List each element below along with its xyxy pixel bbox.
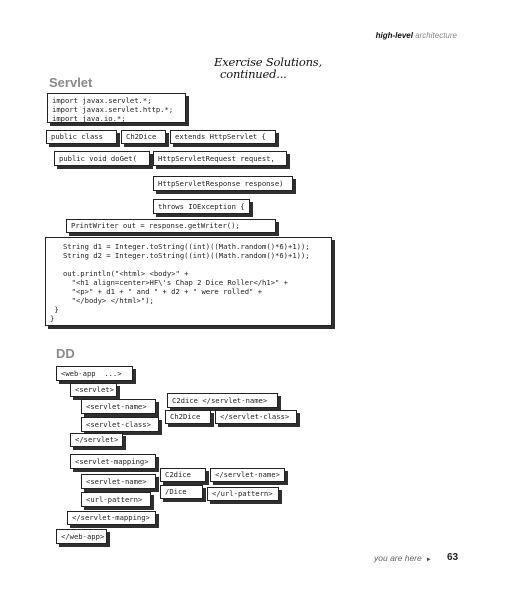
header-bold: high-level: [375, 31, 413, 40]
footer-you-are-here: [374, 553, 432, 563]
servlet-class-tag-box: <servlet-class>: [81, 417, 159, 432]
method-body-box: String d1 = Integer.toString((int)((Math.random()*6)+1)); String d2 = Integer.toString((int)((Math.random()*6)+1)); out.println("<html> <body>" + "<h1 align=center>HF\'s Chap 2 Dice Roller</h1>" + "<p>" + d1 + " and " + d2 + " were rolled" + "</body> </html>"); } }: [45, 237, 332, 326]
request-box: HttpServletRequest request,: [153, 151, 287, 166]
servlet-name-tag-box: <servlet-name>: [81, 399, 156, 414]
servlet-open-box: <servlet>: [70, 383, 117, 397]
servlet-heading: Servlet: [49, 75, 93, 90]
imports-box: import javax.servlet.*; import javax.servlet.http.*; import java.io.*;: [47, 93, 186, 123]
mapping-name-close-box: </servlet-name>: [210, 468, 285, 482]
mapping-name-tag-box: <servlet-name>: [81, 474, 156, 489]
mapping-name-value-box: C2dice: [160, 468, 206, 482]
dd-heading: DD: [56, 346, 75, 361]
page-number: 63: [447, 552, 459, 563]
public-class-box: public class: [46, 130, 117, 144]
response-box: HttpServletResponse response): [153, 176, 293, 191]
doget-box: public void doGet(: [54, 151, 150, 166]
title-line1: Exercise Solutions,: [214, 55, 322, 69]
servlet-name-value-box: C2dice </servlet-name>: [167, 393, 278, 408]
web-app-close-box: </web-app>: [56, 529, 107, 544]
footer-text: you are here: [374, 553, 422, 563]
url-pattern-value-box: /Dice: [160, 485, 203, 499]
servlet-close-box: </servlet>: [70, 433, 123, 447]
header-rest: architecture: [412, 31, 457, 40]
printwriter-box: PrintWriter out = response.getWriter();: [66, 219, 276, 233]
web-app-open-box: <web-app ...>: [56, 366, 133, 381]
mapping-close-box: </servlet-mapping>: [67, 511, 156, 525]
throws-box: throws IOException {: [153, 199, 250, 214]
right-triangle-icon: ►: [425, 557, 432, 563]
servlet-class-value-box: Ch2Dice: [165, 410, 211, 424]
url-pattern-close-box: </url-pattern>: [207, 487, 279, 501]
url-pattern-tag-box: <url-pattern>: [81, 492, 151, 507]
exercise-title: [214, 56, 322, 80]
extends-box: extends HttpServlet {: [170, 130, 276, 144]
title-line2: continued...: [220, 67, 287, 81]
servlet-class-close-box: </servlet-class>: [215, 410, 297, 424]
running-header: [376, 31, 457, 40]
class-name-box: Ch2Dice: [121, 130, 166, 144]
mapping-open-box: <servlet-mapping>: [70, 454, 156, 469]
